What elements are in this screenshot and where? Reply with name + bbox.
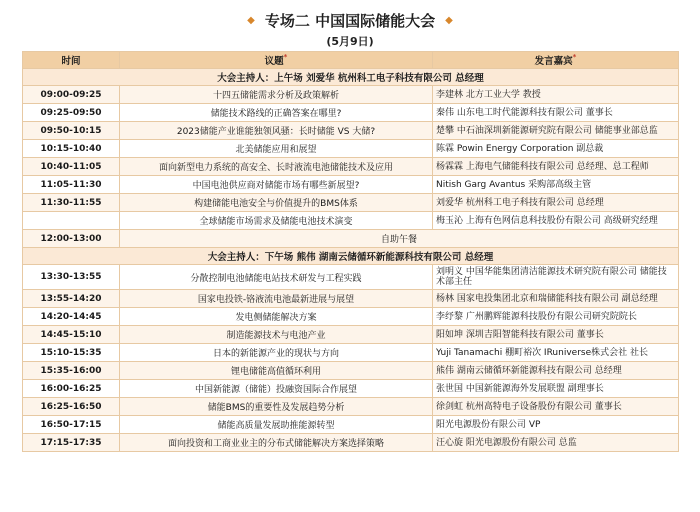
time-cell: 14:20-14:45 (23, 308, 120, 326)
speaker-cell: 杨林 国家电投集团北京和瑞储能科技有限公司 副总经理 (433, 290, 679, 308)
speaker-cell: 徐剑虹 杭州高特电子设备股份有限公司 董事长 (433, 398, 679, 416)
table-row (23, 344, 679, 362)
speaker-cell: 李建林 北方工业大学 教授 (433, 86, 679, 104)
topic-cell: 全球储能市场需求及储能电池技术演变 (120, 212, 433, 230)
time-cell (23, 212, 120, 230)
speaker-cell: 梅玉沁 上海有色网信息科技股份有限公司 高级研究经理 (433, 212, 679, 230)
speaker-cell: Yuji Tanamachi 棚町裕次 IRuniverse株式会社 社长 (433, 344, 679, 362)
diamond-right-icon: ◆ (445, 14, 453, 26)
table-row (23, 326, 679, 344)
topic-cell: 构建储能电池安全与价值提升的BMS体系 (120, 194, 433, 212)
speaker-cell: 阳光电源股份有限公司 VP (433, 416, 679, 434)
time-cell: 09:50-10:15 (23, 122, 120, 140)
diamond-left-icon: ◆ (247, 14, 255, 26)
time-cell: 16:00-16:25 (23, 380, 120, 398)
table-row (23, 176, 679, 194)
table-row (23, 158, 679, 176)
time-cell: 13:30-13:55 (23, 265, 120, 290)
topic-cell: 发电侧储能解决方案 (120, 308, 433, 326)
topic-mark: * (283, 53, 288, 61)
topic-cell: 储能技术路线的正确答案在哪里? (120, 104, 433, 122)
time-cell: 10:15-10:40 (23, 140, 120, 158)
table-row (23, 362, 679, 380)
time-cell: 09:25-09:50 (23, 104, 120, 122)
speaker-mark: * (572, 53, 577, 61)
table-row (23, 434, 679, 452)
host-row (23, 69, 679, 86)
topic-cell: 中国新能源（储能）投融资国际合作展望 (120, 380, 433, 398)
topic-cell: 锂电储能高值循环利用 (120, 362, 433, 380)
table-row (23, 140, 679, 158)
table-row (23, 194, 679, 212)
speaker-cell: 杨霖霖 上海电气储能科技有限公司 总经理、总工程师 (433, 158, 679, 176)
table-row (23, 380, 679, 398)
time-cell: 13:55-14:20 (23, 290, 120, 308)
speaker-cell: 汪心旋 阳光电源股份有限公司 总监 (433, 434, 679, 452)
column-header-speaker: 发言嘉宾* (433, 52, 679, 69)
host-row (23, 248, 679, 265)
topic-cell: 日本的新能源产业的现状与方向 (120, 344, 433, 362)
speaker-cell: 张世国 中国新能源海外发展联盟 副理事长 (433, 380, 679, 398)
time-cell: 11:05-11:30 (23, 176, 120, 194)
topic-cell: 储能BMS的重要性及发展趋势分析 (120, 398, 433, 416)
table-row (23, 122, 679, 140)
time-cell: 11:30-11:55 (23, 194, 120, 212)
topic-cell: 北美储能应用和展望 (120, 140, 433, 158)
host-text: 大会主持人：上午场 刘爱华 杭州科工电子科技有限公司 总经理 (23, 69, 679, 86)
table-header-row (23, 52, 679, 69)
time-cell: 16:50-17:15 (23, 416, 120, 434)
speaker-cell: 楚攀 中石油深圳新能源研究院有限公司 储能事业部总监 (433, 122, 679, 140)
table-row (23, 290, 679, 308)
page-title (0, 8, 700, 32)
speaker-cell: 李纾黎 广州鹏辉能源科技股份有限公司研究院院长 (433, 308, 679, 326)
topic-cell: 分散控制电池储能电站技术研发与工程实践 (120, 265, 433, 290)
time-cell: 17:15-17:35 (23, 434, 120, 452)
break-label: 自助午餐 (120, 230, 679, 248)
topic-cell: 国家电投铁-铬液流电池最新进展与展望 (120, 290, 433, 308)
time-cell: 10:40-11:05 (23, 158, 120, 176)
topic-cell: 十四五储能需求分析及政策解析 (120, 86, 433, 104)
time-cell: 15:10-15:35 (23, 344, 120, 362)
host-text: 大会主持人：下午场 熊伟 湖南云储循环新能源科技有限公司 总经理 (23, 248, 679, 265)
speaker-cell: 阳如坤 深圳吉阳智能科技有限公司 董事长 (433, 326, 679, 344)
topic-cell: 面向新型电力系统的高安全、长时液流电池储能技术及应用 (120, 158, 433, 176)
speaker-cell: 刘爱华 杭州科工电子科技有限公司 总经理 (433, 194, 679, 212)
session-date: (5月9日) (326, 35, 374, 48)
time-cell: 16:25-16:50 (23, 398, 120, 416)
agenda-body (23, 69, 679, 452)
column-header-topic: 议题* (120, 52, 433, 69)
time-cell: 15:35-16:00 (23, 362, 120, 380)
topic-cell: 储能高质量发展助推能源转型 (120, 416, 433, 434)
speaker-cell: 秦伟 山东电工时代能源科技有限公司 董事长 (433, 104, 679, 122)
topic-cell: 面向投资和工商业业主的分布式储能解决方案选择策略 (120, 434, 433, 452)
page-title-text: 专场二 中国国际储能大会 (264, 11, 436, 30)
speaker-cell: 陈霖 Powin Energy Corporation 副总裁 (433, 140, 679, 158)
time-cell: 09:00-09:25 (23, 86, 120, 104)
topic-cell: 制造能源技术与电池产业 (120, 326, 433, 344)
table-row (23, 86, 679, 104)
speaker-cell: 熊伟 湖南云储循环新能源科技有限公司 总经理 (433, 362, 679, 380)
speaker-cell: 刘明义 中国华能集团清洁能源技术研究院有限公司 储能技术部主任 (433, 265, 679, 290)
speaker-cell: Nitish Garg Avantus 采购部高级主管 (433, 176, 679, 194)
table-row (23, 104, 679, 122)
column-header-time: 时间 (23, 52, 120, 69)
agenda-table (22, 51, 679, 452)
table-row (23, 416, 679, 434)
table-row (23, 398, 679, 416)
break-time: 12:00-13:00 (23, 230, 120, 248)
table-row (23, 308, 679, 326)
table-row (23, 212, 679, 230)
topic-cell: 中国电池供应商对储能市场有哪些新展望? (120, 176, 433, 194)
topic-cell: 2023储能产业谁能独领风骚：长时储能 VS 大储? (120, 122, 433, 140)
break-row (23, 230, 679, 248)
table-row (23, 265, 679, 290)
time-cell: 14:45-15:10 (23, 326, 120, 344)
